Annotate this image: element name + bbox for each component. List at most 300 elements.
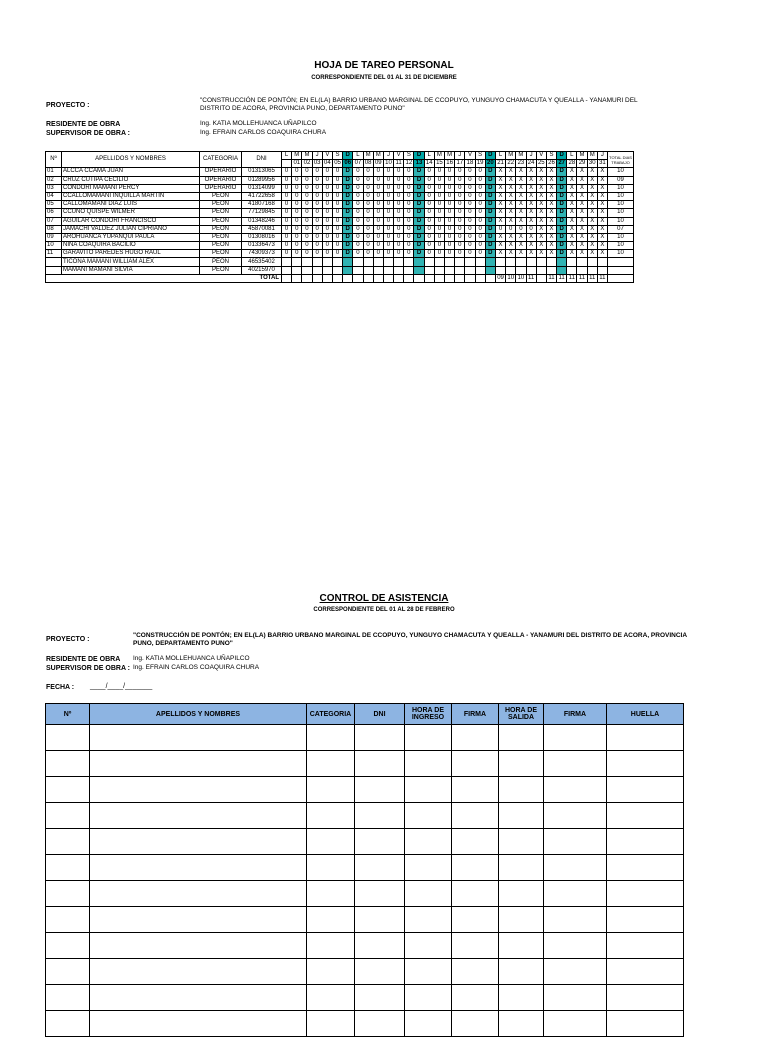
empty-cell[interactable] [499,907,544,933]
attendance-mark [424,266,434,274]
empty-cell[interactable] [46,751,90,777]
day-total [353,274,363,282]
attendance-mark [312,266,322,274]
attendance-mark: X [516,242,526,250]
attendance-mark: 0 [455,250,465,258]
row-nombre: GARAVITO PAREDES HUGO RAUL [62,250,200,258]
attendance-mark: X [587,209,597,217]
attendance-mark: 0 [465,184,475,192]
day-total [536,274,546,282]
empty-cell[interactable] [355,907,405,933]
attendance-mark: 0 [353,250,363,258]
empty-cell[interactable] [307,881,355,907]
attendance-mark: X [567,217,577,225]
attendance-mark: X [495,209,505,217]
attendance-mark: 0 [424,184,434,192]
attendance-mark: X [567,233,577,241]
empty-cell[interactable] [452,881,499,907]
empty-cell[interactable] [90,881,307,907]
attendance-mark: 0 [465,250,475,258]
day-total [404,274,414,282]
empty-cell[interactable] [607,933,684,959]
attendance-mark: D [414,184,424,192]
row-categoria: PEON [200,266,242,274]
attendance-mark: D [414,242,424,250]
day-letter: M [292,152,302,160]
tareo-subtitle: CORRESPONDIENTE DEL 01 AL 31 DE DICIEMBRE [311,75,457,81]
empty-cell[interactable] [307,803,355,829]
attendance-mark: 0 [292,233,302,241]
attendance-mark: X [526,201,536,209]
attendance-mark: 0 [465,242,475,250]
attendance-mark: 0 [373,184,383,192]
attendance-mark: 0 [526,225,536,233]
asistencia-supervisor-label: SUPERVISOR DE OBRA : [46,665,131,672]
attendance-mark: 0 [363,217,373,225]
empty-cell[interactable] [355,829,405,855]
empty-cell[interactable] [90,985,307,1011]
empty-cell[interactable] [607,777,684,803]
empty-cell[interactable] [544,907,607,933]
attendance-mark: 0 [302,250,312,258]
attendance-mark: X [506,217,516,225]
empty-cell[interactable] [607,881,684,907]
attendance-mark: 0 [373,168,383,176]
empty-cell[interactable] [46,777,90,803]
attendance-mark: 0 [292,225,302,233]
attendance-mark: 0 [322,176,332,184]
attendance-mark [465,266,475,274]
attendance-mark: 0 [363,250,373,258]
day-total: 11 [548,274,555,281]
empty-cell[interactable] [544,803,607,829]
empty-cell[interactable] [355,803,405,829]
empty-cell[interactable] [405,881,452,907]
empty-cell[interactable] [607,985,684,1011]
empty-cell[interactable] [405,777,452,803]
empty-cell[interactable] [452,829,499,855]
attendance-mark: 0 [282,217,292,225]
attendance-mark: 0 [332,176,342,184]
empty-cell[interactable] [544,985,607,1011]
attendance-mark: 0 [302,176,312,184]
row-categoria: PEON [200,258,242,266]
attendance-mark: X [597,192,607,200]
attendance-mark: D [485,176,495,184]
attendance-mark: X [577,250,587,258]
attendance-mark: 0 [302,225,312,233]
empty-cell[interactable] [405,725,452,751]
row-number [46,266,62,274]
empty-cell[interactable] [452,751,499,777]
empty-cell[interactable] [452,907,499,933]
day-number: 26 [548,160,555,167]
attendance-mark: D [343,192,353,200]
empty-cell[interactable] [307,725,355,751]
empty-cell[interactable] [355,881,405,907]
attendance-mark: 0 [312,225,322,233]
attendance-mark [404,266,414,274]
attendance-mark: 0 [434,217,444,225]
attendance-mark: 0 [282,225,292,233]
empty-cell[interactable] [46,881,90,907]
row-total: 10 [608,250,634,258]
empty-cell[interactable] [544,751,607,777]
row-dni: 41807168 [242,201,282,209]
empty-cell[interactable] [499,777,544,803]
attendance-mark: D [557,225,567,233]
empty-cell[interactable] [452,725,499,751]
attendance-mark: D [414,225,424,233]
attendance-mark: X [567,192,577,200]
empty-cell[interactable] [452,959,499,985]
attendance-mark: 0 [292,192,302,200]
empty-cell[interactable] [307,829,355,855]
attendance-mark [587,266,597,274]
attendance-mark: 0 [404,184,414,192]
attendance-mark [495,266,505,274]
attendance-mark: X [536,225,546,233]
attendance-mark [373,258,383,266]
attendance-mark: D [343,242,353,250]
attendance-mark: 0 [282,250,292,258]
attendance-mark: D [485,250,495,258]
attendance-mark: X [495,184,505,192]
attendance-mark: X [567,168,577,176]
table-row [46,168,634,176]
empty-cell[interactable] [607,829,684,855]
attendance-mark [353,258,363,266]
empty-cell[interactable] [307,751,355,777]
attendance-mark: D [557,201,567,209]
attendance-mark [394,258,404,266]
row-number: 03 [46,184,62,192]
empty-cell[interactable] [499,959,544,985]
empty-cell[interactable] [607,855,684,881]
row-total [608,266,634,274]
attendance-mark: 0 [465,192,475,200]
fecha-value[interactable]: ____/____/_______ [90,683,153,690]
attendance-mark [383,266,393,274]
day-number: 10 [385,160,392,167]
empty-cell[interactable] [499,751,544,777]
header-dni: DNI [242,152,282,168]
attendance-mark: 0 [332,168,342,176]
attendance-mark: X [516,192,526,200]
empty-cell[interactable] [405,829,452,855]
attendance-mark: X [495,176,505,184]
empty-cell[interactable] [452,985,499,1011]
empty-cell[interactable] [405,803,452,829]
row-number: 10 [46,242,62,250]
attendance-mark [526,266,536,274]
empty-cell[interactable] [544,829,607,855]
asistencia-title: CONTROL DE ASISTENCIA [319,593,449,604]
attendance-mark [292,258,302,266]
empty-cell[interactable] [544,933,607,959]
empty-cell[interactable] [46,933,90,959]
empty-cell[interactable] [307,985,355,1011]
empty-cell[interactable] [355,985,405,1011]
empty-cell[interactable] [405,959,452,985]
header-huella: HUELLA [607,704,684,725]
empty-cell[interactable] [90,777,307,803]
attendance-mark [587,258,597,266]
empty-cell[interactable] [544,777,607,803]
attendance-mark: 0 [332,217,342,225]
attendance-mark: D [485,242,495,250]
attendance-mark: 0 [434,201,444,209]
empty-cell[interactable] [307,959,355,985]
empty-cell[interactable] [90,803,307,829]
attendance-mark: 0 [302,201,312,209]
asistencia-table [45,703,684,1037]
attendance-mark: 0 [475,168,485,176]
row-categoria: PEON [200,225,242,233]
attendance-mark: X [516,176,526,184]
attendance-mark: X [577,242,587,250]
attendance-mark: 0 [353,217,363,225]
attendance-mark [455,258,465,266]
day-letter: V [322,152,332,160]
table-row [46,201,634,209]
attendance-mark: 0 [363,233,373,241]
empty-cell[interactable] [544,959,607,985]
day-number: 01 [293,160,301,167]
asistencia-proyecto-value: "CONSTRUCCIÓN DE PONTÓN; EN EL(LA) BARRIO URBANO MARGINAL DE CCOPUYO, YUNGUYO CHAMACUTA Y QUEALLA - YANAMURI DEL DISTRITO DE ACORA, PROVINCIA PUNO, DEPARTAMENTO PUNO" [133,632,687,647]
empty-cell[interactable] [405,985,452,1011]
attendance-mark: X [597,233,607,241]
attendance-mark: 0 [373,176,383,184]
attendance-mark: D [414,201,424,209]
empty-cell[interactable] [452,777,499,803]
attendance-mark: 0 [465,201,475,209]
attendance-mark: D [557,176,567,184]
attendance-mark: X [495,192,505,200]
attendance-mark: 0 [445,242,455,250]
empty-cell[interactable] [46,959,90,985]
attendance-mark: 0 [282,209,292,217]
attendance-mark: 0 [516,225,526,233]
empty-cell[interactable] [405,751,452,777]
day-total: 10 [507,274,515,281]
attendance-mark: 0 [302,168,312,176]
attendance-mark: D [485,184,495,192]
empty-cell[interactable] [499,829,544,855]
empty-cell[interactable] [544,855,607,881]
attendance-mark: X [495,233,505,241]
empty-cell[interactable] [355,933,405,959]
empty-cell[interactable] [355,751,405,777]
empty-cell[interactable] [90,959,307,985]
attendance-mark: 0 [475,201,485,209]
empty-cell[interactable] [90,907,307,933]
day-number: 30 [588,160,596,167]
attendance-mark: 0 [363,184,373,192]
attendance-mark: 0 [312,168,322,176]
attendance-mark: D [485,201,495,209]
empty-cell[interactable] [499,985,544,1011]
day-total [282,274,292,282]
empty-cell[interactable] [607,803,684,829]
attendance-mark: 0 [455,184,465,192]
attendance-mark: 0 [322,242,332,250]
attendance-mark: 0 [383,242,393,250]
attendance-mark: 0 [292,242,302,250]
attendance-mark: 0 [373,225,383,233]
attendance-mark [526,258,536,266]
attendance-mark [282,258,292,266]
attendance-mark: 0 [465,217,475,225]
empty-cell[interactable] [405,855,452,881]
attendance-mark: 0 [292,168,302,176]
empty-cell[interactable] [405,933,452,959]
table-row [46,855,684,881]
attendance-mark: 0 [332,242,342,250]
empty-cell[interactable] [307,855,355,881]
empty-cell[interactable] [307,777,355,803]
attendance-mark: X [597,242,607,250]
empty-cell[interactable] [499,881,544,907]
empty-cell[interactable] [307,907,355,933]
attendance-mark: X [546,192,556,200]
attendance-mark: D [557,217,567,225]
header-n: Nº [46,704,90,725]
empty-cell[interactable] [452,933,499,959]
attendance-mark: D [343,250,353,258]
attendance-mark: X [577,201,587,209]
attendance-mark: D [414,176,424,184]
empty-cell[interactable] [90,751,307,777]
attendance-mark: X [587,201,597,209]
empty-cell[interactable] [46,829,90,855]
empty-cell[interactable] [607,959,684,985]
empty-cell[interactable] [307,933,355,959]
day-total [455,274,465,282]
day-letter: V [394,152,404,160]
attendance-mark: 0 [404,176,414,184]
empty-cell[interactable] [46,907,90,933]
empty-cell[interactable] [90,829,307,855]
attendance-mark [495,258,505,266]
table-row [46,933,684,959]
empty-cell[interactable] [499,855,544,881]
attendance-mark: X [546,250,556,258]
tareo-table [45,151,634,283]
empty-cell[interactable] [46,725,90,751]
row-categoria: PEON [200,209,242,217]
attendance-mark [292,266,302,274]
empty-cell[interactable] [499,725,544,751]
attendance-mark: 0 [394,176,404,184]
attendance-mark [536,258,546,266]
attendance-mark: X [567,201,577,209]
attendance-mark: 0 [322,184,332,192]
empty-cell[interactable] [452,855,499,881]
day-letter: L [353,152,363,160]
attendance-mark: D [414,192,424,200]
table-row [46,258,634,266]
empty-cell[interactable] [355,777,405,803]
attendance-mark: 0 [434,184,444,192]
empty-cell[interactable] [607,907,684,933]
empty-cell[interactable] [355,725,405,751]
header-hora-salida: HORA DE SALIDA [499,704,544,725]
empty-cell[interactable] [355,959,405,985]
empty-cell[interactable] [90,855,307,881]
fecha-label: FECHA : [46,684,75,691]
day-total: 11 [599,274,606,281]
empty-cell[interactable] [405,907,452,933]
attendance-mark [567,266,577,274]
day-number: 04 [324,160,331,167]
row-total: 10 [608,233,634,241]
attendance-mark [445,258,455,266]
day-total [394,274,404,282]
attendance-mark: X [546,184,556,192]
empty-cell[interactable] [355,855,405,881]
empty-cell[interactable] [46,855,90,881]
attendance-mark: D [343,184,353,192]
empty-cell[interactable] [544,725,607,751]
attendance-mark [506,258,516,266]
day-number: 19 [476,160,484,167]
day-total [383,274,393,282]
empty-cell[interactable] [90,933,307,959]
attendance-mark: X [546,225,556,233]
attendance-mark [567,258,577,266]
attendance-mark: 0 [424,233,434,241]
day-total [302,274,312,282]
empty-cell[interactable] [544,881,607,907]
attendance-mark: 0 [394,184,404,192]
attendance-mark: 0 [332,192,342,200]
empty-cell[interactable] [90,725,307,751]
empty-cell[interactable] [499,933,544,959]
attendance-mark [455,266,465,274]
row-nombre: CCUNO QUISPE WILMER [62,209,200,217]
attendance-mark: 0 [465,209,475,217]
empty-cell[interactable] [607,751,684,777]
attendance-mark: X [516,184,526,192]
empty-cell[interactable] [452,803,499,829]
day-total [292,274,302,282]
day-number: 22 [507,160,515,167]
day-letter: J [526,152,536,160]
attendance-mark: 0 [455,168,465,176]
row-nombre: CRUZ CUTIPA CECILIO [62,176,200,184]
attendance-mark [302,266,312,274]
attendance-mark: D [343,176,353,184]
day-number: 05 [334,160,341,167]
attendance-mark: 0 [445,233,455,241]
attendance-mark: 0 [394,225,404,233]
attendance-mark: 0 [383,209,393,217]
empty-cell[interactable] [46,803,90,829]
empty-cell[interactable] [46,985,90,1011]
empty-cell[interactable] [499,803,544,829]
attendance-mark: X [536,201,546,209]
attendance-mark [597,258,607,266]
empty-cell[interactable] [607,725,684,751]
attendance-mark: 0 [312,176,322,184]
day-total [312,274,322,282]
day-number: 11 [395,160,402,167]
attendance-mark: D [343,168,353,176]
table-row [46,266,634,274]
day-letter: V [536,152,546,160]
attendance-mark [597,266,607,274]
